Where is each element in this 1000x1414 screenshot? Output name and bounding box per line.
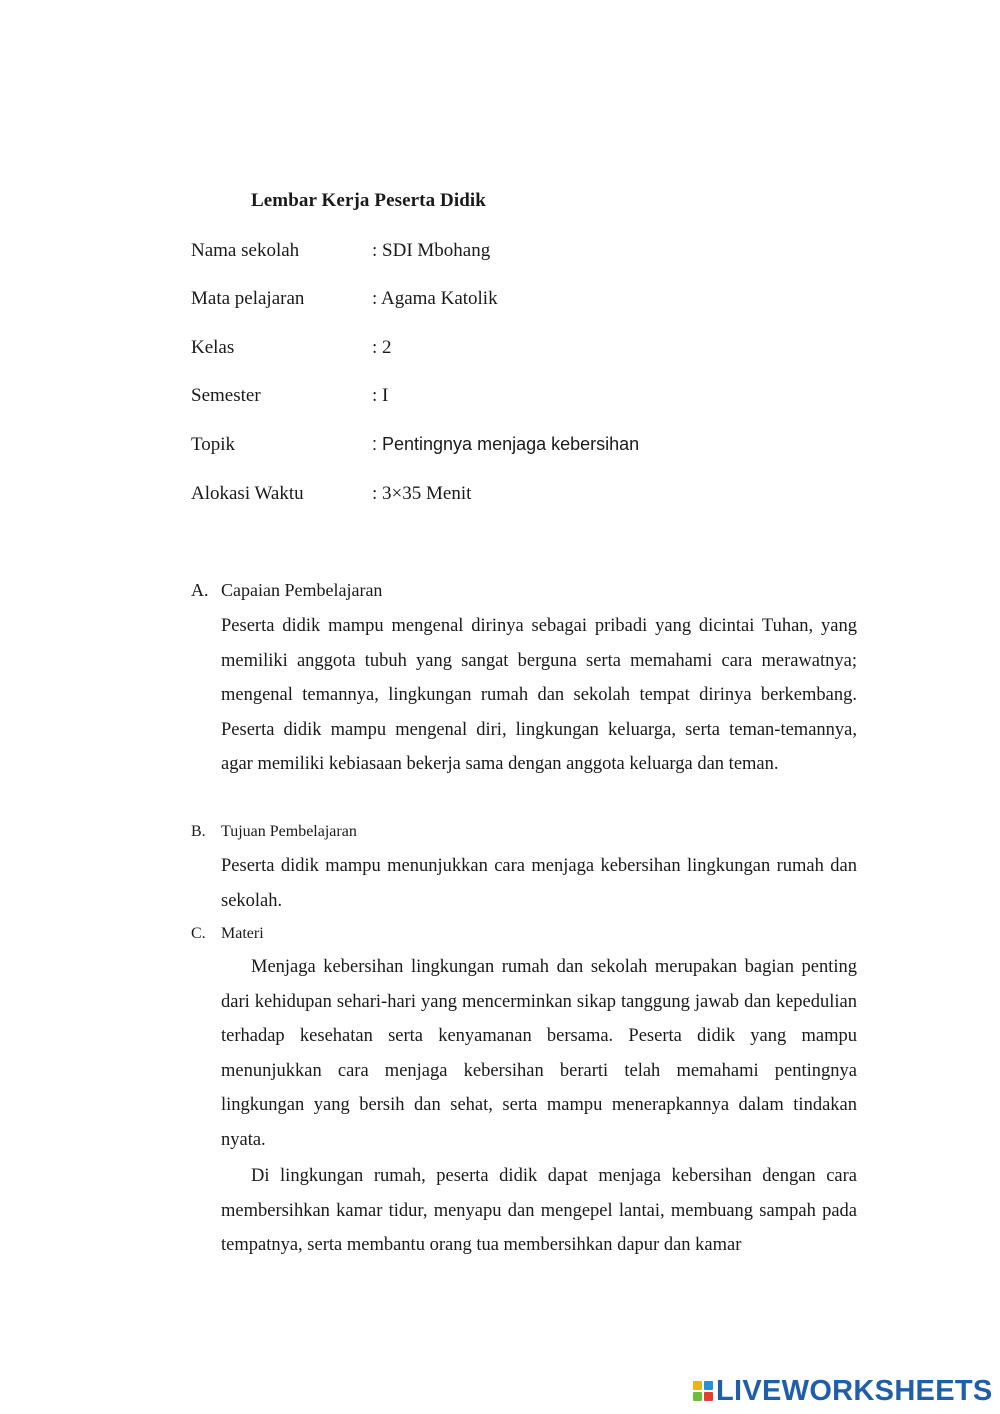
section-letter: C. [191, 925, 206, 942]
info-value: : Pentingnya menjaga kebersihan [372, 434, 640, 454]
section-c-heading [191, 925, 264, 943]
info-label: Mata pelajaran [191, 288, 305, 309]
section-a-heading [191, 580, 382, 601]
worksheet-title: Lembar Kerja Peserta Didik [251, 190, 486, 211]
section-title: Tujuan Pembelajaran [221, 823, 357, 840]
liveworksheets-logo-icon [693, 1381, 713, 1401]
logo-square-icon [693, 1381, 702, 1390]
info-label: Alokasi Waktu [191, 483, 304, 504]
info-label: Kelas [191, 337, 235, 358]
info-label: Nama sekolah [191, 240, 300, 261]
info-value: : SDI Mbohang [372, 240, 491, 261]
section-b-heading [191, 823, 357, 841]
logo-square-icon [704, 1381, 713, 1390]
section-letter: A. [191, 580, 209, 600]
section-a-paragraph: Peserta didik mampu mengenal dirinya sebagai pribadi yang dicintai Tuhan, yang memiliki anggota tubuh yang sangat berguna serta memahami cara merawatnya; mengenal temannya, lingkungan rumah dan sekolah tempat dirinya berkembang. Peserta didik mampu mengenal diri, lingkungan keluarga, serta teman-temannya, agar memiliki kebiasaan bekerja sama dengan anggota keluarga dan teman. [221, 616, 857, 775]
info-label: Topik [191, 434, 236, 455]
section-b-paragraph: Peserta didik mampu menunjukkan cara menjaga kebersihan lingkungan rumah dan sekolah. [221, 856, 857, 911]
info-row-subject [191, 286, 498, 312]
info-value: : Agama Katolik [372, 288, 498, 309]
info-row-school [191, 238, 490, 264]
info-row-time-allocation [191, 481, 471, 507]
info-value: : I [372, 385, 389, 406]
info-label: Semester [191, 385, 261, 406]
section-title: Materi [221, 925, 264, 942]
liveworksheets-logo [693, 1374, 993, 1408]
section-c-paragraph-1: Menjaga kebersihan lingkungan rumah dan sekolah merupakan bagian penting dari kehidupan sehari-hari yang mencerminkan sikap tanggung jawab dan kepedulian terhadap kesehatan serta kenyamanan bersama. Peserta didik yang mampu menunjukkan cara menjaga kebersihan berarti telah memahami pentingnya lingkungan yang bersih dan sehat, serta mampu menerapkannya dalam tindakan nyata. [221, 957, 857, 1150]
logo-square-icon [693, 1392, 702, 1401]
section-c-paragraph-2: Di lingkungan rumah, peserta didik dapat menjaga kebersihan dengan cara membersihkan kamar tidur, menyapu dan mengepel lantai, membuang sampah pada tempatnya, serta membantu orang tua membersihkan dapur dan kamar [221, 1166, 857, 1256]
logo-square-icon [704, 1392, 713, 1401]
info-row-class [191, 335, 392, 361]
section-letter: B. [191, 823, 206, 840]
info-row-semester [191, 383, 388, 409]
liveworksheets-logo-text: LIVEWORKSHEETS [716, 1374, 993, 1407]
info-value: : 2 [372, 337, 392, 358]
info-row-topic [191, 431, 639, 457]
section-title: Capaian Pembelajaran [221, 580, 383, 600]
info-value: : 3×35 Menit [372, 483, 472, 504]
